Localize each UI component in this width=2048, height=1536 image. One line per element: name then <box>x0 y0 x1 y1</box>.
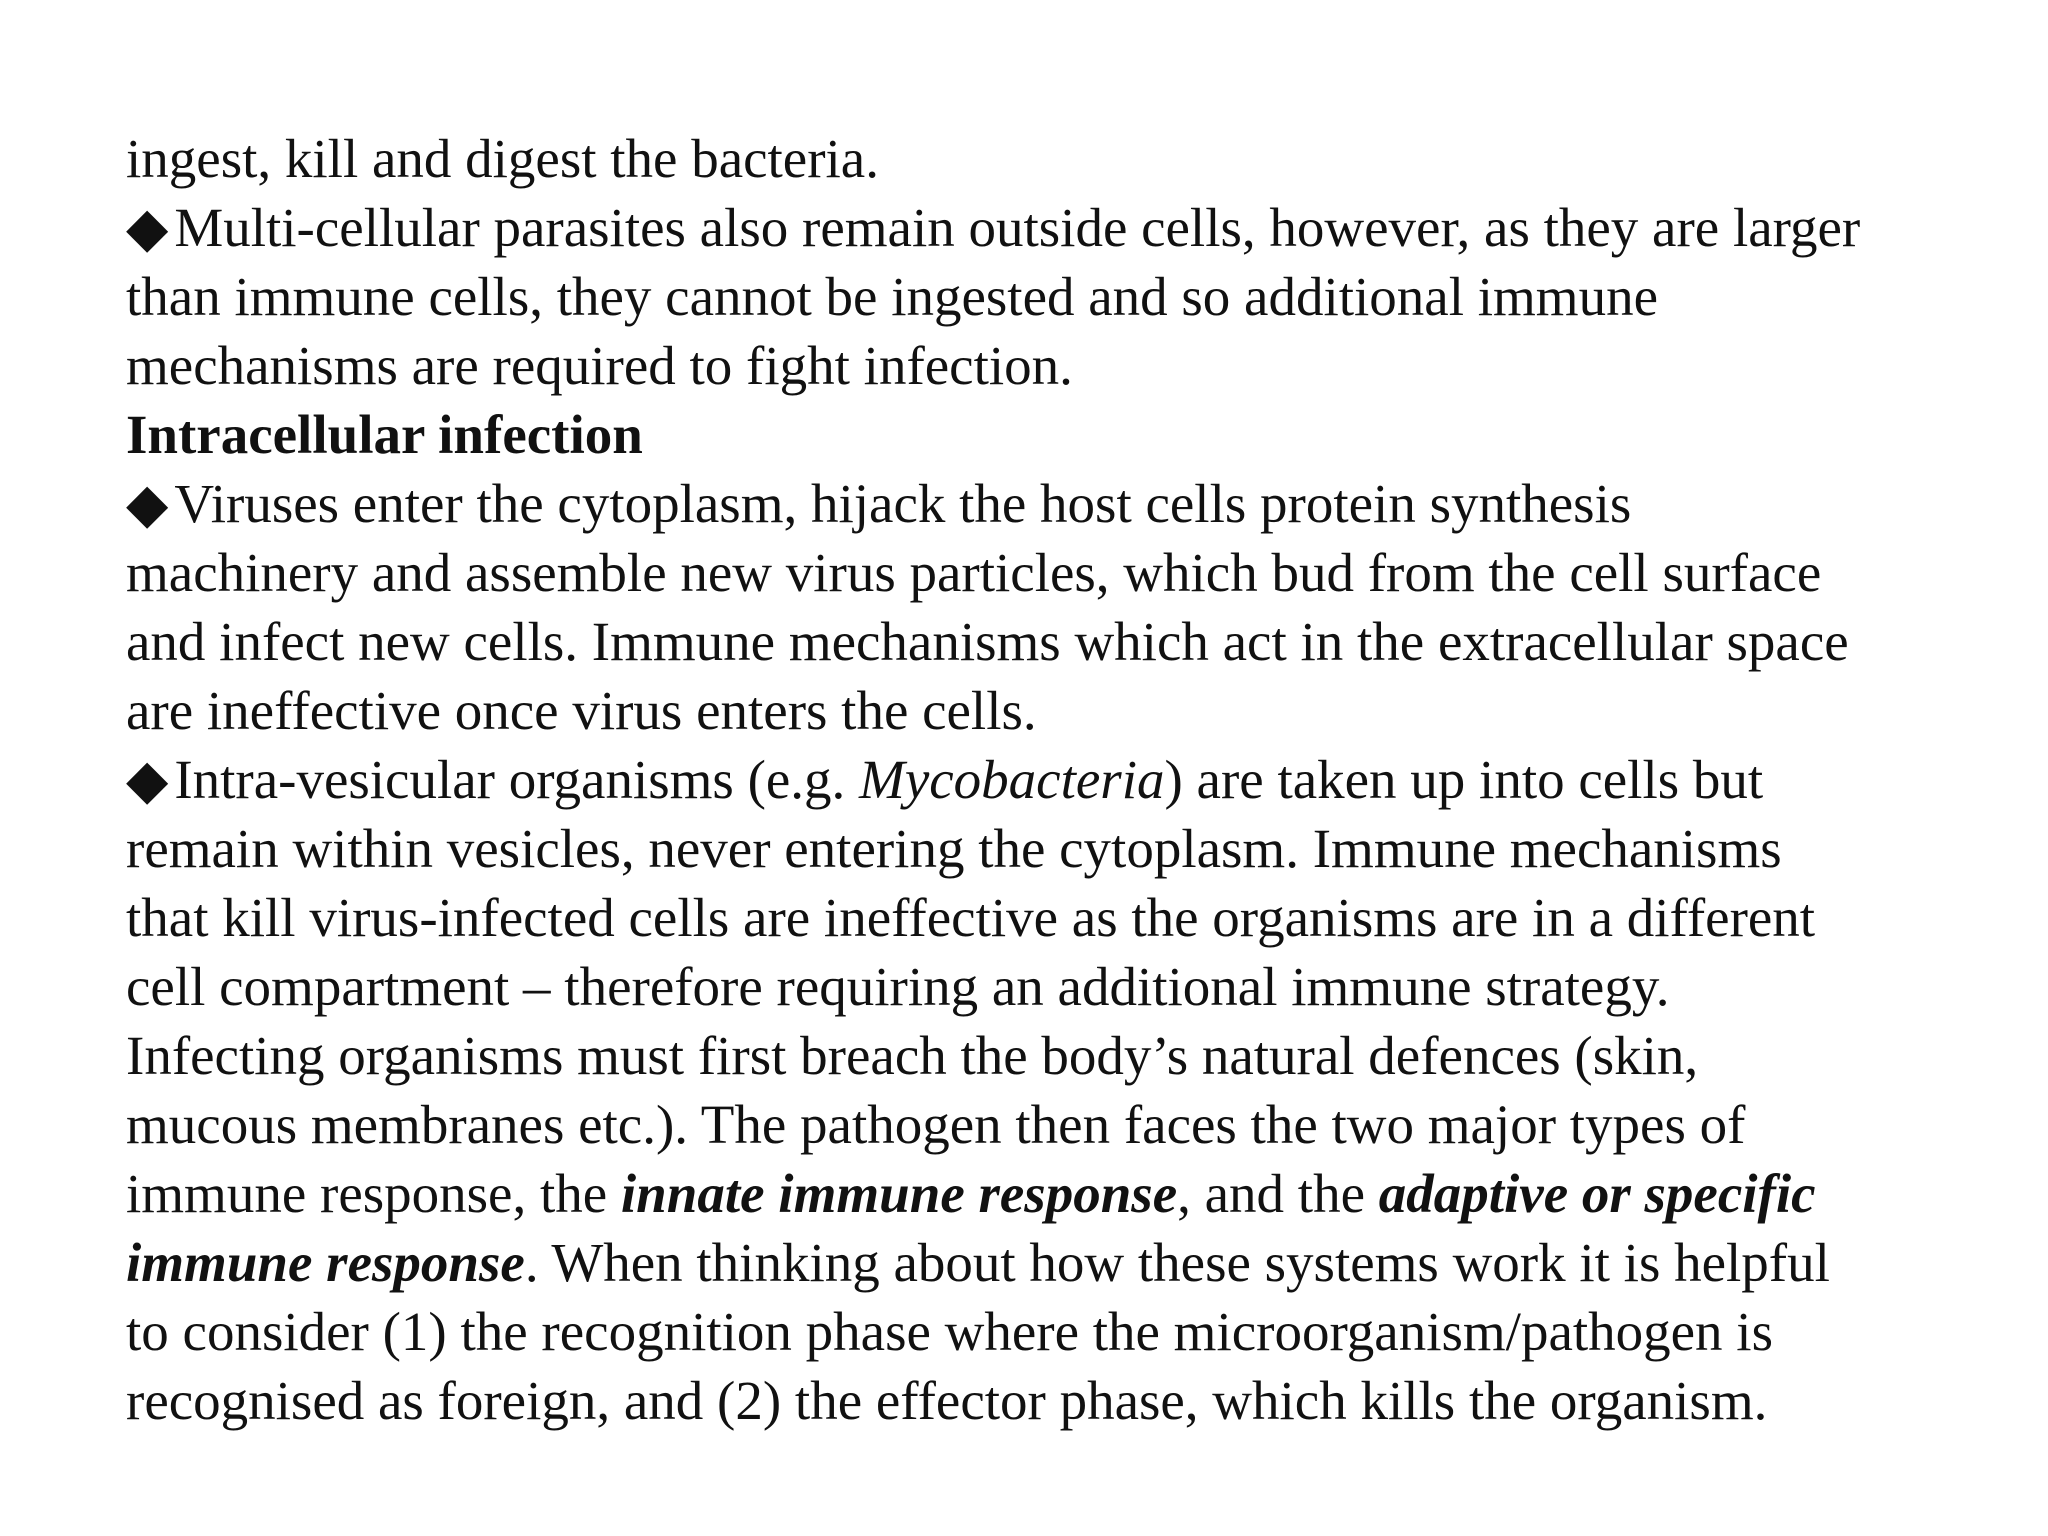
emphasis-term: adaptive or specific <box>1378 1163 1816 1224</box>
text-line <box>126 538 1956 607</box>
line-text: mechanisms are required to fight infection. <box>126 335 1073 396</box>
emphasis-term: immune response <box>126 1232 525 1293</box>
line-text: Intra-vesicular organisms (e.g. <box>174 749 860 810</box>
heading-text: Intracellular infection <box>126 404 643 465</box>
text-line <box>126 814 1956 883</box>
line-text: and infect new cells. Immune mechanisms which act in the extracellular space <box>126 611 1849 672</box>
text-line <box>126 1021 1956 1090</box>
line-text: Viruses enter the cytoplasm, hijack the host cells protein synthesis <box>174 473 1632 534</box>
line-text: immune response, the <box>126 1163 621 1224</box>
line-text: to consider (1) the recognition phase where the microorganism/pathogen is <box>126 1301 1773 1362</box>
text-line <box>126 124 1956 193</box>
text-line <box>126 607 1956 676</box>
text-line <box>126 1297 1956 1366</box>
diamond-bullet-icon: ◆ <box>126 473 169 534</box>
line-text: Infecting organisms must first breach the body’s natural defences (skin, <box>126 1025 1699 1086</box>
line-text: remain within vesicles, never entering the cytoplasm. Immune mechanisms <box>126 818 1782 879</box>
line-text: recognised as foreign, and (2) the effector phase, which kills the organism. <box>126 1370 1768 1431</box>
bullet-item-multicellular <box>126 193 1956 262</box>
text-line <box>126 952 1956 1021</box>
section-heading <box>126 400 1956 469</box>
line-text: that kill virus-infected cells are ineffective as the organisms are in a different <box>126 887 1816 948</box>
line-text: mucous membranes etc.). The pathogen then faces the two major types of <box>126 1094 1746 1155</box>
bullet-item-intravesicular <box>126 745 1956 814</box>
line-text: cell compartment – therefore requiring an additional immune strategy. <box>126 956 1670 1017</box>
text-line <box>126 331 1956 400</box>
text-line <box>126 262 1956 331</box>
line-text: . When thinking about how these systems work it is helpful <box>524 1232 1830 1293</box>
text-line <box>126 1366 1956 1435</box>
line-text: ingest, kill and digest the bacteria. <box>126 128 879 189</box>
body-text <box>126 124 1956 1435</box>
line-text: Multi-cellular parasites also remain outside cells, however, as they are larger <box>174 197 1861 258</box>
line-text: , and the <box>1177 1163 1379 1224</box>
italic-term: Mycobacteria <box>859 749 1165 810</box>
line-text: machinery and assemble new virus particles, which bud from the cell surface <box>126 542 1822 603</box>
line-text: are ineffective once virus enters the cells. <box>126 680 1037 741</box>
text-line <box>126 1159 1956 1228</box>
text-line <box>126 1090 1956 1159</box>
emphasis-term: innate immune response <box>620 1163 1178 1224</box>
diamond-bullet-icon: ◆ <box>126 197 169 258</box>
line-text: ) are taken up into cells but <box>1164 749 1764 810</box>
text-line <box>126 883 1956 952</box>
text-line <box>126 1228 1956 1297</box>
diamond-bullet-icon: ◆ <box>126 749 169 810</box>
bullet-item-viruses <box>126 469 1956 538</box>
line-text: than immune cells, they cannot be ingested and so additional immune <box>126 266 1658 327</box>
text-line <box>126 676 1956 745</box>
